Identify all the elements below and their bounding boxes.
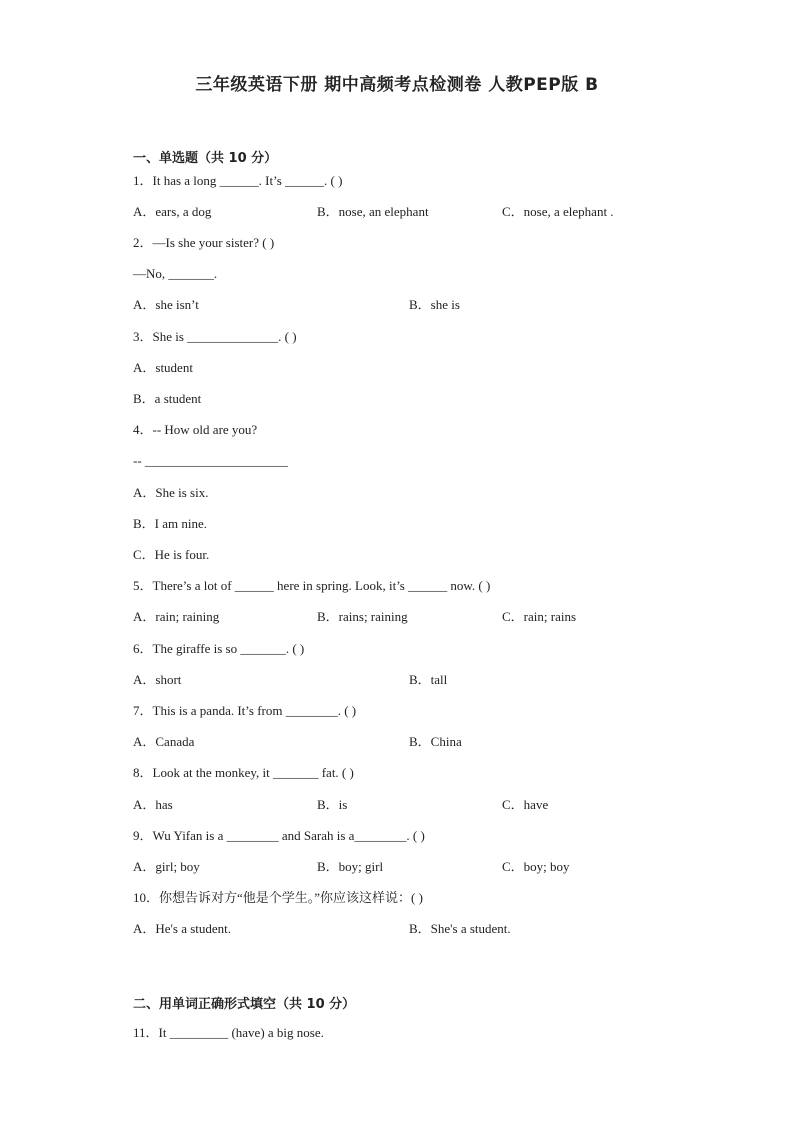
question-1-stem: 1．It has a long ______. It’s ______. ( ) (133, 173, 343, 188)
question-6-option-a: A．short (133, 672, 182, 687)
question-9-option-b: B．boy; girl (317, 859, 384, 874)
question-9-option-c: C．boy; boy (502, 859, 570, 874)
question-4-option-c: C．He is four. (133, 547, 210, 562)
question-2-reply: —No, _______. (133, 266, 218, 281)
question-7-option-b: B．China (409, 734, 462, 749)
question-6-option-b: B．tall (409, 672, 448, 687)
question-2-option-b: B．she is (409, 297, 460, 312)
question-8-option-b: B．is (317, 797, 348, 812)
question-8-option-c: C．have (502, 797, 549, 812)
question-5-option-a: A．rain; raining (133, 609, 220, 624)
question-3-stem: 3．She is ______________. ( ) (133, 329, 297, 344)
question-4-option-b: B．I am nine. (133, 516, 208, 531)
question-4-reply: -- ______________________ (133, 453, 288, 468)
question-1-option-a: A．ears, a dog (133, 204, 212, 219)
question-6-stem: 6．The giraffe is so _______. ( ) (133, 641, 305, 656)
question-11-stem: 11．It _________ (have) a big nose. (133, 1025, 324, 1040)
question-2-stem: 2．—Is she your sister? ( ) (133, 235, 275, 250)
question-1-option-b: B．nose, an elephant (317, 204, 429, 219)
question-5-option-c: C．rain; rains (502, 609, 577, 624)
question-9-stem: 9．Wu Yifan is a ________ and Sarah is a________. ( ) (133, 828, 425, 843)
section-heading-2: 二、用单词正确形式填空（共 10 分） (133, 997, 356, 1012)
question-5-stem: 5．There’s a lot of ______ here in spring. Look, it’s ______ now. ( ) (133, 578, 491, 593)
question-10-stem: 10．你想告诉对方“他是个学生。”你应该这样说：( ) (133, 890, 423, 905)
question-8-stem: 8．Look at the monkey, it _______ fat. ( ) (133, 765, 354, 780)
question-2-option-a: A．she isn’t (133, 297, 199, 312)
question-1-option-c: C．nose, a elephant . (502, 204, 614, 219)
question-7-stem: 7．This is a panda. It’s from ________. ( ) (133, 703, 357, 718)
page-title: 三年级英语下册 期中高频考点检测卷 人教PEP版 B (195, 75, 599, 95)
question-7-option-a: A．Canada (133, 734, 195, 749)
question-8-option-a: A．has (133, 797, 173, 812)
section-heading-1: 一、单选题（共 10 分） (133, 151, 278, 166)
question-4-option-a: A．She is six. (133, 485, 209, 500)
question-3-option-a: A．student (133, 360, 193, 375)
question-10-option-b: B．She's a student. (409, 921, 511, 936)
question-3-option-b: B．a student (133, 391, 202, 406)
question-10-option-a: A．He's a student. (133, 921, 232, 936)
question-9-option-a: A．girl; boy (133, 859, 200, 874)
question-5-option-b: B．rains; raining (317, 609, 408, 624)
question-4-stem: 4．-- How old are you? (133, 422, 258, 437)
